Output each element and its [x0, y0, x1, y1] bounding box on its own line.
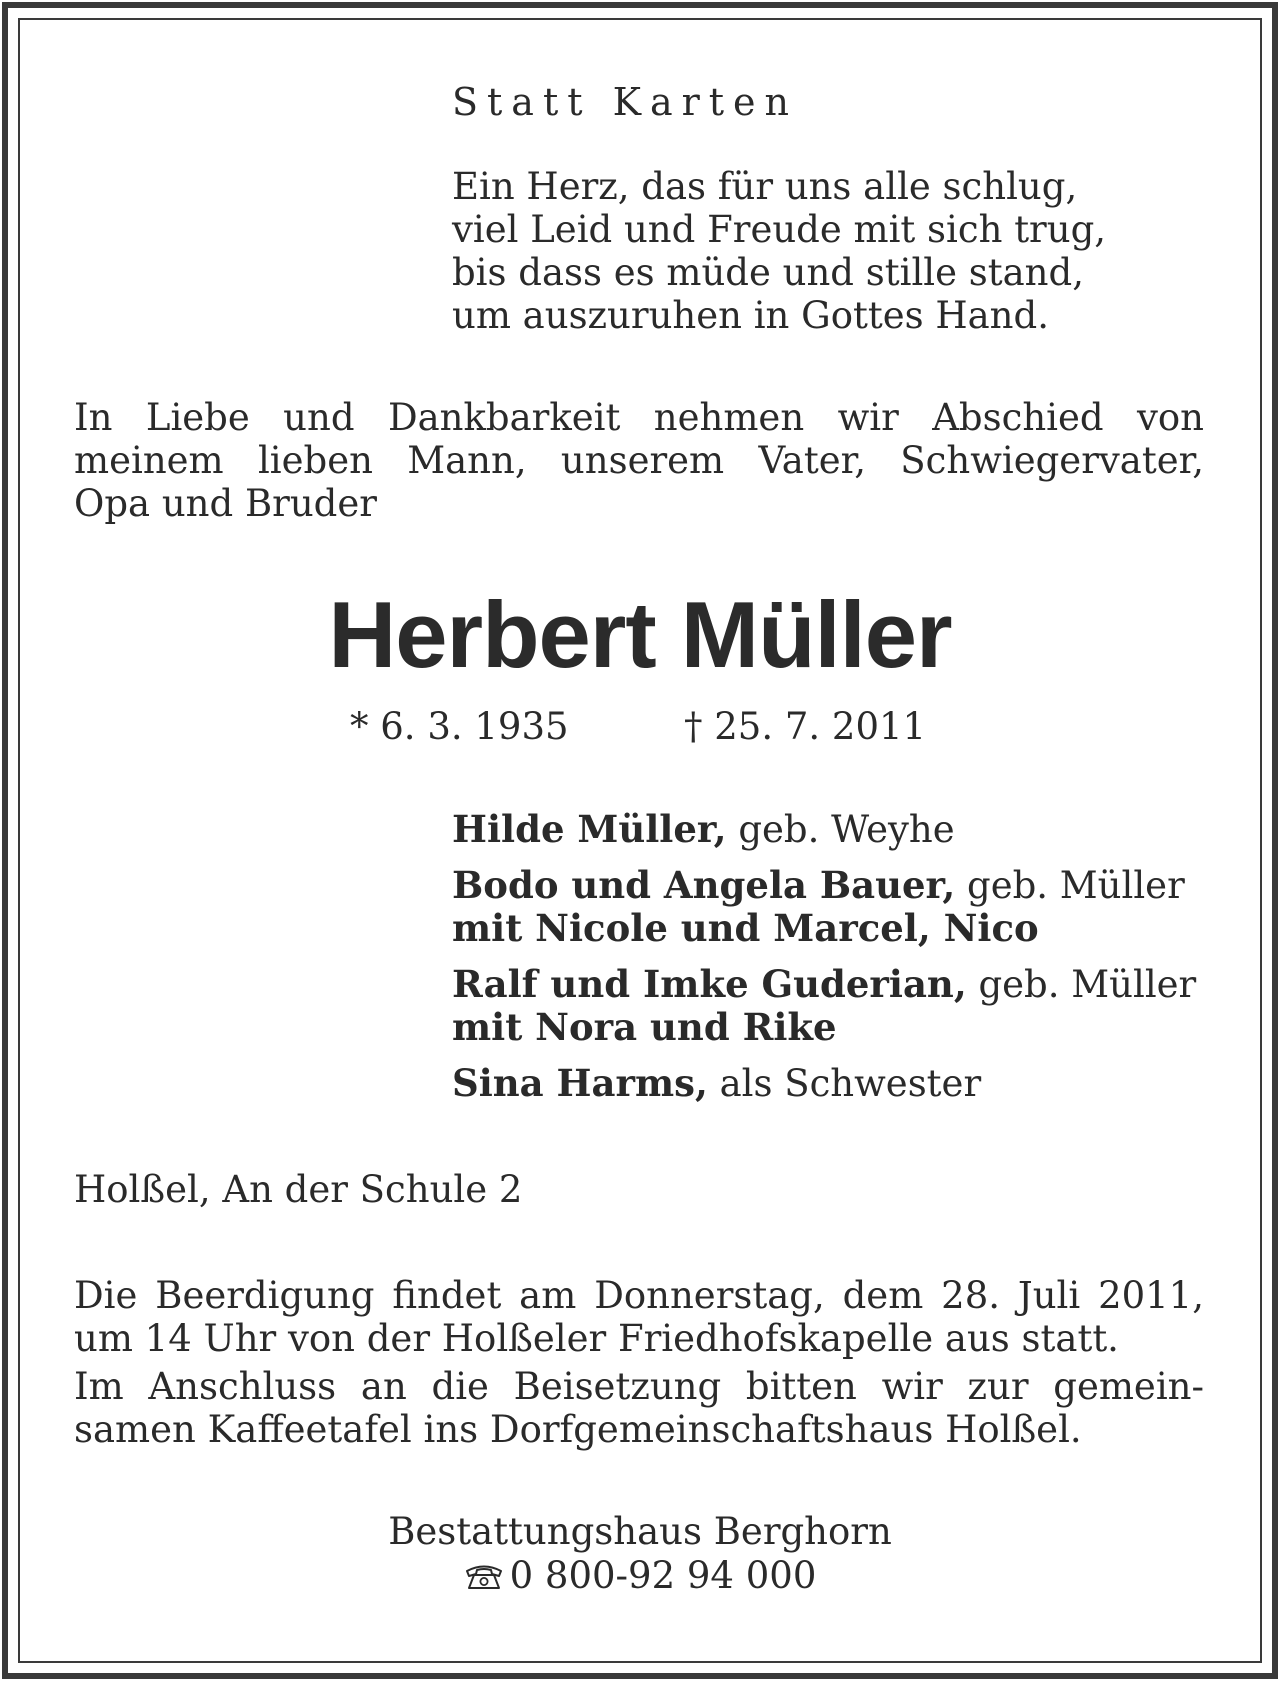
undertaker-phone-row [0, 1554, 1280, 1598]
verse-line: um auszuruhen in Gottes Hand. [452, 294, 1049, 337]
funeral-line: Die Beerdigung findet am Donnerstag, dem 28. Juli 2011, [74, 1274, 1204, 1317]
undertaker [0, 1510, 1280, 1598]
verse-line: Ein Herz, das für uns alle schlug, [452, 165, 1078, 208]
family-entry [452, 963, 1196, 1049]
family-entry [452, 864, 1196, 950]
family-member-children: mit Nora und Rike [452, 1005, 837, 1049]
family-member-note: geb. Müller [966, 963, 1197, 1006]
family-entry [452, 1062, 1196, 1105]
death-date: † 25. 7. 2011 [684, 705, 927, 748]
verse-line: bis dass es müde und stille stand, [452, 251, 1084, 294]
family-list [452, 808, 1196, 1118]
deceased-name: Herbert Müller [328, 582, 952, 687]
intro-line: In Liebe und Dankbarkeit nehmen wir Abschied von [74, 396, 1204, 439]
family-member-note: geb. Weyhe [726, 808, 955, 851]
family-entry [452, 808, 1196, 851]
funeral-info [74, 1274, 1204, 1451]
address: Holßel, An der Schule 2 [74, 1168, 523, 1211]
intro-line: Opa und Bruder [74, 482, 377, 525]
undertaker-name: Bestattungshaus Berghorn [388, 1510, 892, 1553]
undertaker-phone: 0 800-92 94 000 [509, 1554, 817, 1597]
verse [452, 165, 1106, 337]
family-member-name: Sina Harms, [452, 1061, 708, 1105]
family-member-children: mit Nicole und Marcel, Nico [452, 906, 1039, 950]
intro-line: meinem lieben Mann, unserem Vater, Schwiegervater, [74, 439, 1204, 482]
family-member-name: Hilde Müller, [452, 807, 727, 851]
heading-statt-karten: Statt Karten [452, 80, 799, 124]
reception-line: samen Kaffeetafel ins Dorfgemeinschaftshaus Holßel. [74, 1408, 1082, 1451]
intro-text [74, 396, 1204, 525]
family-member-note: geb. Müller [955, 864, 1185, 907]
family-member-note: als Schwester [707, 1062, 982, 1105]
funeral-line: um 14 Uhr von der Holßeler Friedhofskapelle aus statt. [74, 1317, 1119, 1360]
family-member-name: Ralf und Imke Guderian, [452, 962, 967, 1006]
reception-line: Im Anschluss an die Beisetzung bitten wir zur gemein- [74, 1365, 1204, 1408]
birth-date: * 6. 3. 1935 [350, 705, 569, 748]
telephone-icon [464, 1557, 504, 1587]
verse-line: viel Leid und Freude mit sich trug, [452, 208, 1107, 251]
family-member-name: Bodo und Angela Bauer, [452, 863, 956, 907]
